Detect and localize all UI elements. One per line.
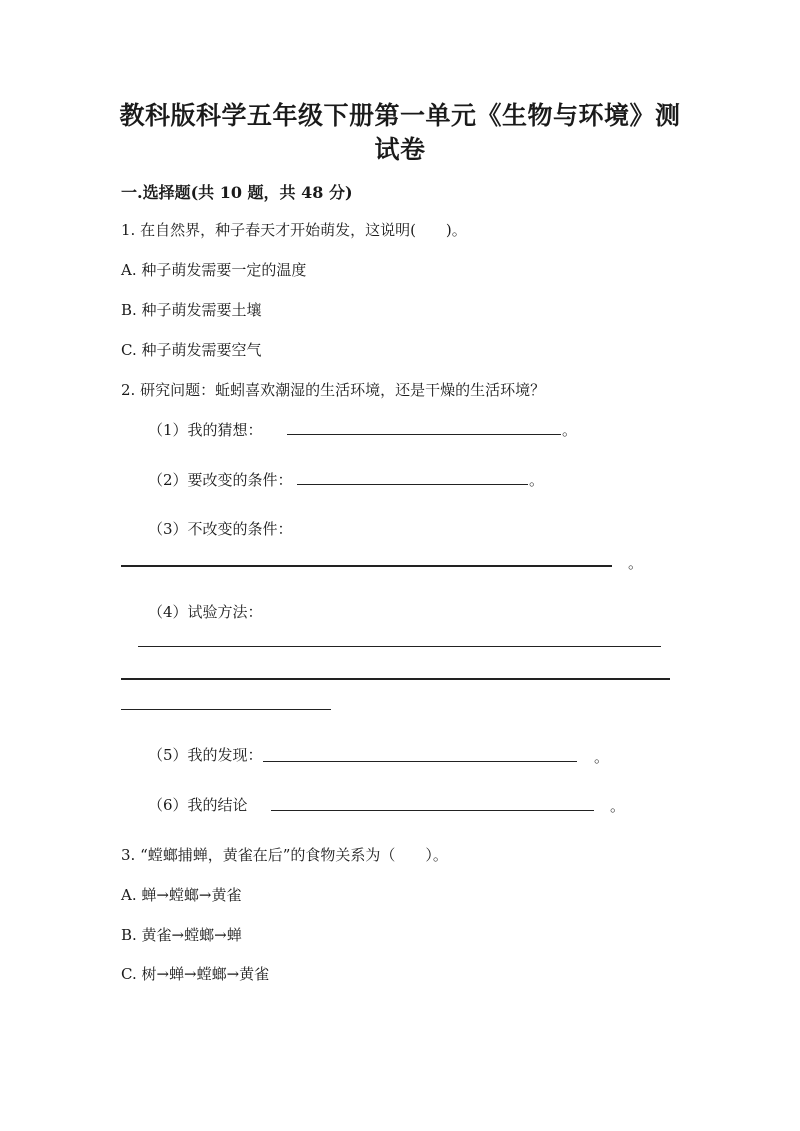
question-2-item-1-label: （1）我的猜想： (148, 421, 263, 439)
exam-title-line-1: 教科版科学五年级下册第一单元《生物与环境》测 (119, 101, 681, 130)
period-mark: 。 (610, 797, 626, 815)
answer-line-finding (263, 761, 577, 762)
period-mark: 。 (628, 554, 644, 572)
answer-line-method-1 (138, 646, 661, 647)
period-mark: 。 (594, 748, 610, 766)
question-3-option-a: A. 蝉→螳螂→黄雀 (121, 886, 242, 904)
question-2-item-6-label: （6）我的结论 (148, 796, 248, 814)
question-1-option-c: C. 种子萌发需要空气 (121, 341, 262, 359)
question-2-stem: 2. 研究问题：蚯蚓喜欢潮湿的生活环境，还是干燥的生活环境？ (121, 381, 546, 399)
answer-line-conclusion (271, 810, 594, 811)
answer-line-changed-condition (297, 484, 528, 485)
question-1-option-a: A. 种子萌发需要一定的温度 (121, 261, 307, 279)
section-heading: 一.选择题(共 10 题，共 48 分) (121, 183, 353, 202)
exam-title-line-2: 试卷 (374, 135, 426, 164)
question-2-item-2-label: （2）要改变的条件： (148, 471, 293, 489)
question-1-stem: 1. 在自然界，种子春天才开始萌发，这说明( )。 (121, 221, 467, 239)
answer-line-unchanged-condition (121, 565, 612, 567)
question-2-item-5-label: （5）我的发现： (148, 746, 263, 764)
period-mark: 。 (529, 471, 545, 489)
question-1-option-b: B. 种子萌发需要土壤 (121, 301, 262, 319)
answer-line-guess (287, 434, 561, 435)
answer-line-method-3 (121, 709, 331, 710)
answer-line-method-2 (121, 678, 670, 680)
period-mark: 。 (562, 421, 578, 439)
question-2-item-3-label: （3）不改变的条件： (148, 520, 293, 538)
question-3-option-b: B. 黄雀→螳螂→蝉 (121, 926, 242, 944)
question-3-stem: 3. “螳螂捕蝉，黄雀在后”的食物关系为（ ）。 (121, 846, 448, 864)
question-2-item-4-label: （4）试验方法： (148, 603, 263, 621)
question-3-option-c: C. 树→蝉→螳螂→黄雀 (121, 965, 270, 983)
